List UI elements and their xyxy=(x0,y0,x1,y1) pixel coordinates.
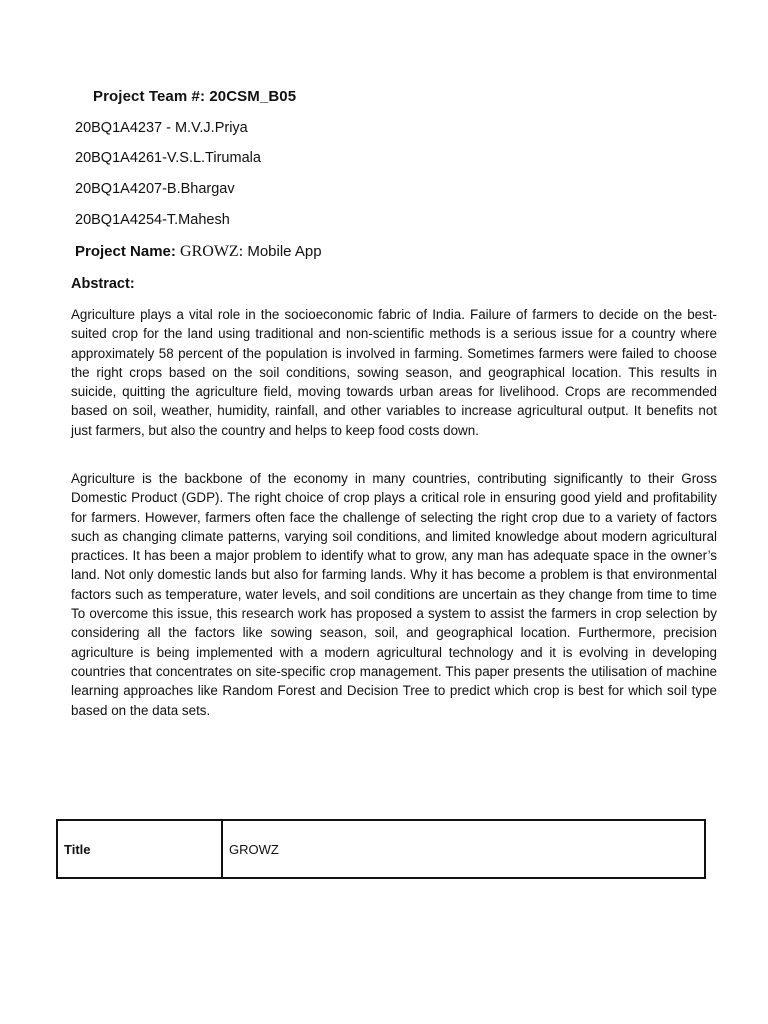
team-member: 20BQ1A4237 - M.V.J.Priya xyxy=(75,120,248,136)
abstract-paragraph: Agriculture is the backbone of the economy in many countries, contributing significantly to their Gross Domestic Product (GDP). The right choice of crop plays a critical role in ensuring good yield and profitability for farmers. However, farmers often face the challenge of selecting the right crop due to a variety of factors such as changing climate patterns, varying soil conditions, and limited knowledge about modern agricultural practices. It has been a major problem to identify what to grow, any man has adequate space in the owner’s land. Not only domestic lands but also for farming lands. Why it has become a problem is that environmental factors such as temperature, water levels, and soil conditions are uncertain as they change from time to time To overcome this issue, this research work has proposed a system to assist the farmers in crop selection by considering all the factors like sowing season, soil, and geographical location. Furthermore, precision agriculture is being implemented with a modern agricultural technology and it is evolving in developing countries that concentrates on site-specific crop management. This paper presents the utilisation of machine learning approaches like Random Forest and Decision Tree to predict which crop is best for which soil type based on the data sets. xyxy=(71,471,717,718)
team-member: 20BQ1A4261-V.S.L.Tirumala xyxy=(75,150,261,166)
abstract-heading: Abstract: xyxy=(71,276,135,292)
table-label-cell: Title xyxy=(57,820,222,878)
team-member: 20BQ1A4254-T.Mahesh xyxy=(75,212,230,228)
project-team-title: Project Team #: 20CSM_B05 xyxy=(93,88,297,105)
abstract-paragraph: Agriculture plays a vital role in the socioeconomic fabric of India. Failure of farmers to decide on the best-suited crop for the land using traditional and non-scientific methods is a serious issue for a country where approximately 58 percent of the population is involved in farming. Sometimes farmers were failed to choose the right crops based on the soil conditions, sowing season, and geographical location. This results in suicide, quitting the agriculture field, moving towards urban areas for livelihood. Crops are recommended based on soil, weather, humidity, rainfall, and other variables to increase agricultural output. It benefits not just farmers, but also the country and helps to keep food costs down. xyxy=(71,307,717,438)
table-row xyxy=(57,820,705,878)
project-name-label: Project Name: xyxy=(75,243,181,260)
project-name-value: GROWZ: xyxy=(180,243,244,260)
table-value-cell: GROWZ xyxy=(222,820,705,878)
project-name xyxy=(75,243,322,261)
project-name-suffix: Mobile App xyxy=(243,243,322,260)
project-info-table xyxy=(56,819,706,879)
team-member: 20BQ1A4207-B.Bhargav xyxy=(75,181,235,197)
